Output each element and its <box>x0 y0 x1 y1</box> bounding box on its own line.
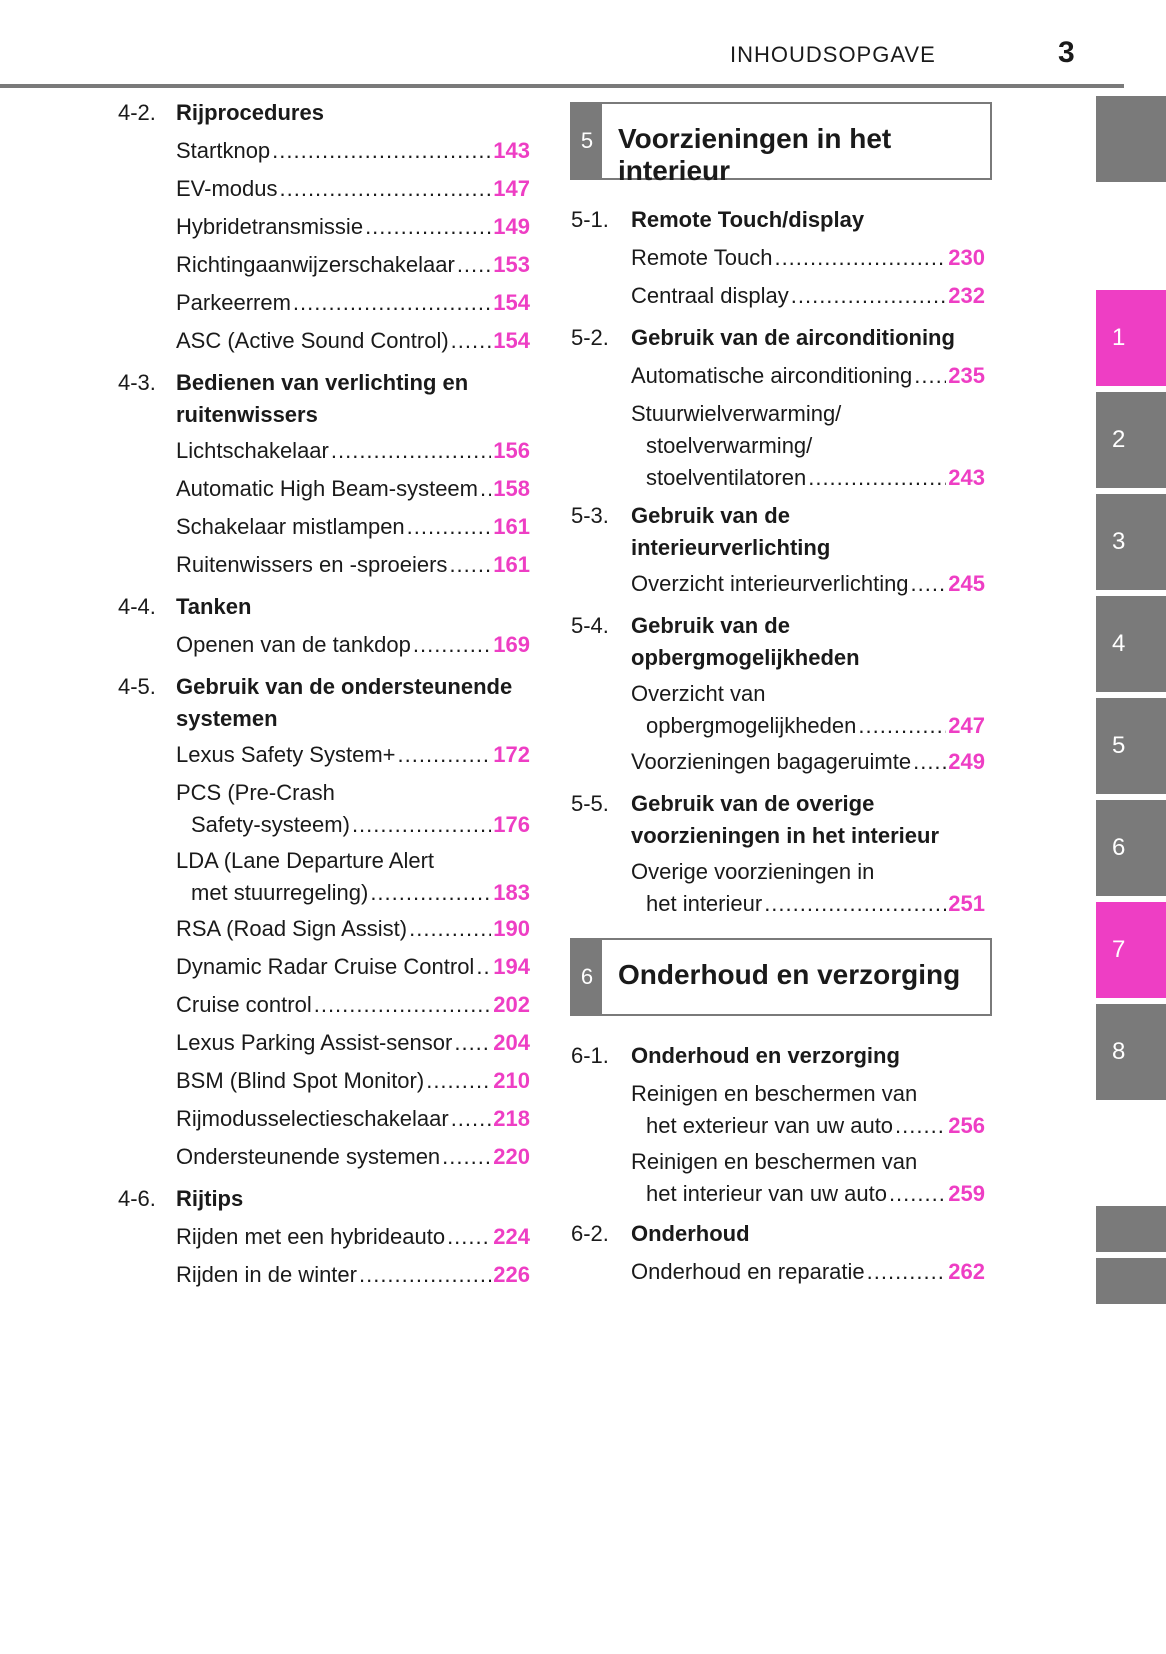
section-title <box>631 610 860 674</box>
toc-entry[interactable] <box>176 435 530 467</box>
dot-leader <box>409 913 491 945</box>
toc-entry-line <box>631 280 985 312</box>
toc-page-number[interactable]: 158 <box>493 476 530 501</box>
tab-blank <box>1096 96 1166 182</box>
toc-entry-line <box>631 1178 985 1210</box>
toc-entry[interactable] <box>631 398 985 494</box>
toc-entry-line <box>631 1110 985 1142</box>
toc-entry-line <box>631 746 985 778</box>
section-title-line: voorzieningen in het interieur <box>631 823 940 848</box>
dot-leader <box>451 1103 492 1135</box>
dot-leader <box>451 325 492 357</box>
toc-entry-line <box>176 1065 530 1097</box>
header-rule <box>0 84 1124 88</box>
dot-leader <box>365 211 491 243</box>
chapter-tab-3[interactable] <box>1096 494 1166 590</box>
dot-leader <box>359 1259 491 1291</box>
dot-leader <box>480 473 491 505</box>
toc-page-number[interactable]: 149 <box>493 214 530 239</box>
toc-entry[interactable] <box>631 280 985 312</box>
dot-leader <box>352 809 491 841</box>
section-number: 6-2. <box>571 1221 609 1246</box>
section-title <box>176 671 512 735</box>
toc-page-number[interactable]: 161 <box>493 514 530 539</box>
chapter-tab-label: 2 <box>1112 426 1126 453</box>
section-title <box>631 500 830 564</box>
dot-leader <box>272 135 491 167</box>
toc-entry[interactable] <box>176 1065 530 1097</box>
header-title: INHOUDSOPGAVE <box>730 42 936 67</box>
dot-leader <box>314 989 492 1021</box>
toc-entry-label: Voorzieningen bagageruimte <box>631 749 912 774</box>
section-number: 5-3. <box>571 503 609 528</box>
toc-entry-line <box>176 845 530 877</box>
toc-entry-label: opbergmogelijkheden <box>646 713 857 738</box>
toc-entry-line <box>631 1146 985 1178</box>
toc-entry-label: Overige voorzieningen in <box>631 859 875 884</box>
toc-entry[interactable] <box>176 739 530 771</box>
toc-entry[interactable] <box>176 845 530 909</box>
chapter-title: Onderhoud en verzorging <box>618 959 961 990</box>
toc-entry-line <box>631 360 985 392</box>
chapter-box <box>570 102 992 186</box>
toc-entry-line <box>631 430 985 462</box>
toc-entry[interactable] <box>176 549 530 581</box>
toc-entry-label: Remote Touch <box>631 245 773 270</box>
toc-entry-label: Safety-systeem) <box>191 812 350 837</box>
section-title <box>176 1183 243 1215</box>
section-number: 4-2. <box>118 100 156 125</box>
toc-page-number[interactable]: 230 <box>948 245 985 270</box>
chapter-tab-6[interactable] <box>1096 800 1166 896</box>
chapter-tab-4[interactable] <box>1096 596 1166 692</box>
section-number: 4-6. <box>118 1186 156 1211</box>
toc-entry-label: Overzicht interieurverlichting <box>631 571 909 596</box>
chapter-tab-label: 3 <box>1112 528 1126 555</box>
toc-entry[interactable] <box>631 1078 985 1142</box>
dot-leader <box>454 1027 491 1059</box>
toc-page-number[interactable]: 259 <box>948 1181 985 1206</box>
toc-page-number[interactable]: 172 <box>493 742 530 767</box>
dot-leader <box>867 1256 947 1288</box>
toc-page-number[interactable]: 153 <box>493 252 530 277</box>
toc-entry-label: Schakelaar mistlampen <box>176 514 405 539</box>
toc-entry-label: Rijden met een hybrideauto <box>176 1224 446 1249</box>
toc-page-number[interactable]: 190 <box>493 916 530 941</box>
toc-page-number[interactable]: 161 <box>493 552 530 577</box>
section-title-line: Gebruik van de <box>631 613 790 638</box>
section-title-line: Bedienen van verlichting en <box>176 370 469 395</box>
dot-leader <box>808 462 946 494</box>
section-title <box>631 322 955 354</box>
toc-entry[interactable] <box>176 951 530 983</box>
toc-entry-line <box>631 888 985 920</box>
chapter-tab-label: 7 <box>1112 936 1126 963</box>
toc-entry-label: Openen van de tankdop <box>176 632 411 657</box>
toc-entry[interactable] <box>176 777 530 841</box>
toc-entry-label: Rijden in de winter <box>176 1262 357 1287</box>
toc-entry-label: Overzicht van <box>631 681 766 706</box>
toc-page-number[interactable]: 232 <box>948 283 985 308</box>
dot-leader <box>791 280 947 312</box>
dot-leader <box>764 888 946 920</box>
toc-entry-line <box>631 568 985 600</box>
toc-entry-label: EV-modus <box>176 176 278 201</box>
toc-entry-label: Automatic High Beam-systeem <box>176 476 478 501</box>
toc-entry-label: Hybridetransmissie <box>176 214 364 239</box>
toc-page-number[interactable]: 243 <box>948 465 985 490</box>
toc-entry[interactable] <box>631 678 985 742</box>
toc-entry-label: Centraal display <box>631 283 789 308</box>
toc-page-number[interactable]: 210 <box>493 1068 530 1093</box>
section-title-line: Remote Touch/display <box>631 207 865 232</box>
chapter-number: 6 <box>572 940 602 1014</box>
section-title-line: systemen <box>176 706 278 731</box>
toc-entry-label: Lexus Safety System+ <box>176 742 396 767</box>
toc-entry-label: Lichtschakelaar <box>176 438 329 463</box>
toc-entry-line <box>631 678 985 710</box>
section-title-line: Onderhoud <box>631 1221 750 1246</box>
toc-page-number[interactable]: 262 <box>948 1259 985 1284</box>
toc-entry-line <box>631 242 985 274</box>
toc-entry-line <box>176 211 530 243</box>
toc-entry-line <box>631 1256 985 1288</box>
section-number: 5-1. <box>571 207 609 232</box>
toc-entry-line <box>176 951 530 983</box>
dot-leader <box>476 951 491 983</box>
section-title <box>631 1040 900 1072</box>
toc-entry-line <box>176 629 530 661</box>
toc-page-number[interactable]: 183 <box>493 880 530 905</box>
toc-entry[interactable] <box>631 242 985 274</box>
toc-entry-line <box>176 325 530 357</box>
section-title-line: opbergmogelijkheden <box>631 645 860 670</box>
toc-page-number[interactable]: 176 <box>493 812 530 837</box>
toc-entry-line <box>176 135 530 167</box>
section-number: 5-4. <box>571 613 609 638</box>
toc-entry-line <box>176 739 530 771</box>
toc-page-number[interactable]: 226 <box>493 1262 530 1287</box>
toc-entry-line <box>176 511 530 543</box>
dot-leader <box>280 173 492 205</box>
toc-entry-label: stoelventilatoren <box>646 465 807 490</box>
toc-page-number[interactable]: 147 <box>493 176 530 201</box>
chapter-tab-label: 4 <box>1112 630 1126 657</box>
toc-entry-line <box>176 435 530 467</box>
toc-entry[interactable] <box>631 1146 985 1210</box>
toc-entry-line <box>176 877 530 909</box>
toc-entry-line <box>176 1103 530 1135</box>
section-title-line: Rijtips <box>176 1186 244 1211</box>
toc-entry[interactable] <box>176 989 530 1021</box>
chapter-tab-8[interactable] <box>1096 1004 1166 1100</box>
dot-leader <box>398 739 492 771</box>
dot-leader <box>914 360 946 392</box>
toc-entry-label: Parkeerrem <box>176 290 291 315</box>
chapter-tab-label: 8 <box>1112 1038 1126 1065</box>
section-title <box>176 367 468 431</box>
toc-entry[interactable] <box>176 211 530 243</box>
toc-entry-label: RSA (Road Sign Assist) <box>176 916 408 941</box>
toc-entry-line <box>176 173 530 205</box>
toc-entry-line <box>176 777 530 809</box>
toc-entry-label: het interieur van uw auto <box>646 1181 887 1206</box>
toc-entry[interactable] <box>176 249 530 281</box>
dot-leader <box>447 1221 491 1253</box>
chapter-number: 5 <box>572 104 602 178</box>
tab-blank <box>1096 1206 1166 1252</box>
dot-leader <box>457 249 491 281</box>
toc-entry-label: Rijmodusselectieschakelaar <box>176 1106 449 1131</box>
toc-entry[interactable] <box>176 1027 530 1059</box>
toc-page-number[interactable]: 249 <box>948 749 985 774</box>
toc-page-number[interactable]: 143 <box>493 138 530 163</box>
toc-entry-label: Onderhoud en reparatie <box>631 1259 865 1284</box>
toc-entry[interactable] <box>176 511 530 543</box>
toc-entry-line <box>631 398 985 430</box>
chapter-tab-1[interactable] <box>1096 290 1166 386</box>
chapter-tab-7[interactable] <box>1096 902 1166 998</box>
dot-leader <box>331 435 491 467</box>
chapter-tab-5[interactable] <box>1096 698 1166 794</box>
dot-leader <box>407 511 492 543</box>
toc-entry-line <box>176 549 530 581</box>
toc-entry-line <box>176 287 530 319</box>
toc-entry[interactable] <box>176 325 530 357</box>
toc-entry-line <box>176 809 530 841</box>
chapter-tab-2[interactable] <box>1096 392 1166 488</box>
toc-entry-label: Automatische airconditioning <box>631 363 913 388</box>
chapter-tab-label: 1 <box>1112 324 1126 351</box>
toc-entry-line <box>176 1027 530 1059</box>
toc-page-number[interactable]: 224 <box>493 1224 530 1249</box>
toc-entry-line <box>176 1141 530 1173</box>
toc-entry-label: Ruitenwissers en -sproeiers <box>176 552 448 577</box>
toc-entry[interactable] <box>176 173 530 205</box>
toc-page-number[interactable]: 154 <box>493 290 530 315</box>
toc-entry-line <box>631 462 985 494</box>
toc-entry[interactable] <box>176 135 530 167</box>
dot-leader <box>442 1141 491 1173</box>
toc-entry-label: Lexus Parking Assist-sensor <box>176 1030 453 1055</box>
toc-page-number[interactable]: 247 <box>948 713 985 738</box>
section-title <box>176 591 251 623</box>
dot-leader <box>413 629 491 661</box>
toc-entry-label: Startknop <box>176 138 271 163</box>
tab-blank <box>1096 1258 1166 1304</box>
section-number: 4-5. <box>118 674 156 699</box>
toc-entry-label: het exterieur van uw auto <box>646 1113 894 1138</box>
toc-page-number[interactable]: 220 <box>493 1144 530 1169</box>
toc-entry-label: PCS (Pre-Crash <box>176 780 335 805</box>
toc-entry-label: BSM (Blind Spot Monitor) <box>176 1068 425 1093</box>
toc-entry-label: LDA (Lane Departure Alert <box>176 848 435 873</box>
toc-entry[interactable] <box>176 1259 530 1291</box>
dot-leader <box>889 1178 946 1210</box>
chapter-tab-label: 6 <box>1112 834 1126 861</box>
toc-entry-line <box>176 1259 530 1291</box>
section-title <box>176 97 324 129</box>
toc-entry-line <box>631 1078 985 1110</box>
toc-page-number[interactable]: 245 <box>948 571 985 596</box>
toc-page-number[interactable]: 218 <box>493 1106 530 1131</box>
toc-entry-label: het interieur <box>646 891 763 916</box>
toc-entry[interactable] <box>176 1221 530 1253</box>
section-title-line: Gebruik van de <box>631 503 790 528</box>
section-title-line: Onderhoud en verzorging <box>631 1043 900 1068</box>
toc-entry[interactable] <box>176 287 530 319</box>
toc-entry[interactable] <box>176 629 530 661</box>
toc-entry[interactable] <box>631 1256 985 1288</box>
toc-entry-label: Ondersteunende systemen <box>176 1144 441 1169</box>
dot-leader <box>913 746 946 778</box>
toc-page-number[interactable]: 154 <box>493 328 530 353</box>
chapter-tab-label: 5 <box>1112 732 1126 759</box>
toc-page-number[interactable]: 156 <box>493 438 530 463</box>
toc-page-number[interactable]: 256 <box>948 1113 985 1138</box>
section-title <box>631 788 939 852</box>
toc-entry-label: Reinigen en beschermen van <box>631 1149 918 1174</box>
dot-leader <box>370 877 491 909</box>
toc-entry-line <box>176 1221 530 1253</box>
section-title-line: ruitenwissers <box>176 402 318 427</box>
toc-page-number[interactable]: 169 <box>493 632 530 657</box>
toc-page-number[interactable]: 202 <box>493 992 530 1017</box>
toc-entry[interactable] <box>176 1103 530 1135</box>
toc-page-number[interactable]: 194 <box>493 954 530 979</box>
toc-entry-label: Richtingaanwijzerschakelaar <box>176 252 455 277</box>
section-number: 4-3. <box>118 370 156 395</box>
section-number: 5-2. <box>571 325 609 350</box>
toc-entry-line <box>631 856 985 888</box>
toc-entry[interactable] <box>176 1141 530 1173</box>
toc-entry-label: Reinigen en beschermen van <box>631 1081 918 1106</box>
toc-page-number[interactable]: 251 <box>948 891 985 916</box>
dot-leader <box>293 287 491 319</box>
toc-entry[interactable] <box>176 473 530 505</box>
section-title-line: Rijprocedures <box>176 100 324 125</box>
section-number: 5-5. <box>571 791 609 816</box>
toc-entry[interactable] <box>631 568 985 600</box>
page-number: 3 <box>1058 36 1075 69</box>
section-title-line: Gebruik van de ondersteunende <box>176 674 513 699</box>
toc-entry[interactable] <box>631 360 985 392</box>
section-title <box>631 1218 750 1250</box>
section-title-line: Gebruik van de airconditioning <box>631 325 955 350</box>
toc-entry-label: ASC (Active Sound Control) <box>176 328 449 353</box>
toc-entry-label: Cruise control <box>176 992 312 1017</box>
dot-leader <box>895 1110 946 1142</box>
toc-entry-line <box>176 473 530 505</box>
toc-entry-label: Dynamic Radar Cruise Control <box>176 954 475 979</box>
section-number: 6-1. <box>571 1043 609 1068</box>
toc-entry[interactable] <box>631 856 985 920</box>
section-title-line: Tanken <box>176 594 252 619</box>
section-title-line: interieurverlichting <box>631 535 831 560</box>
toc-page-number[interactable]: 235 <box>948 363 985 388</box>
dot-leader <box>858 710 946 742</box>
dot-leader <box>774 242 946 274</box>
chapter-title: Voorzieningen in het interieur <box>618 123 892 186</box>
chapter-box <box>570 938 992 1016</box>
dot-leader <box>426 1065 491 1097</box>
dot-leader <box>449 549 491 581</box>
toc-entry-line <box>176 989 530 1021</box>
toc-entry-label: stoelverwarming/ <box>646 433 813 458</box>
section-number: 4-4. <box>118 594 156 619</box>
toc-entry-label: Stuurwielverwarming/ <box>631 401 842 426</box>
toc-entry-line <box>631 710 985 742</box>
toc-page-number[interactable]: 204 <box>493 1030 530 1055</box>
dot-leader <box>911 568 947 600</box>
toc-entry-line <box>176 913 530 945</box>
toc-entry[interactable] <box>176 913 530 945</box>
toc-entry-label: met stuurregeling) <box>191 880 369 905</box>
section-title <box>631 204 864 236</box>
toc-entry-line <box>176 249 530 281</box>
toc-entry[interactable] <box>631 746 985 778</box>
section-title-line: Gebruik van de overige <box>631 791 875 816</box>
